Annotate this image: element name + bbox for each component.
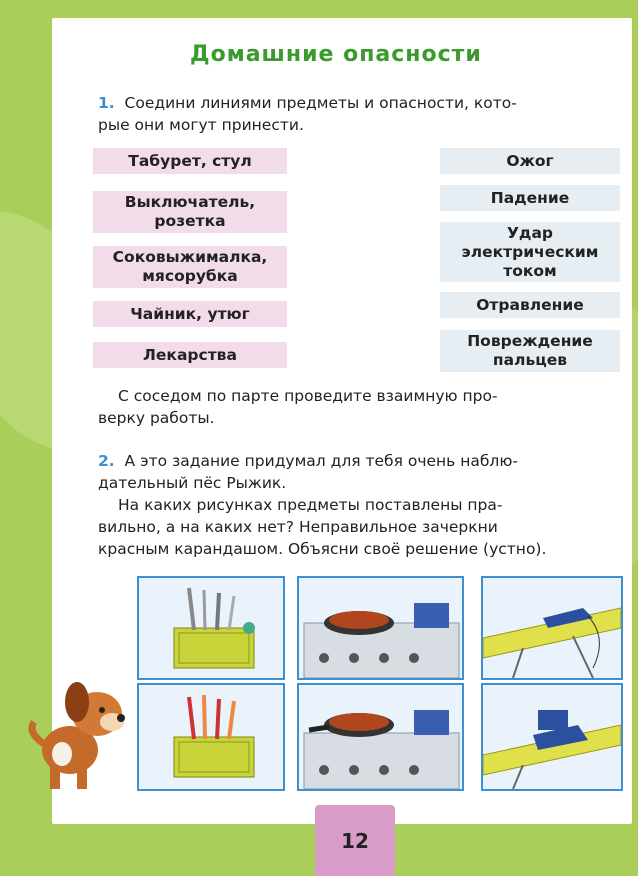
dog-illustration-icon: [22, 672, 137, 797]
task2-line5: красным карандашом. Объясни своё решение (устно).: [98, 540, 547, 558]
item-right-label: пальцев: [492, 351, 568, 369]
item-right-1[interactable]: [440, 148, 620, 174]
item-left-label: мясорубка: [142, 267, 238, 285]
task1-footer-line1: С соседом по парте проведите взаимную про-: [118, 387, 498, 405]
stove-pans-icon: [299, 578, 462, 678]
task2-line2: дательный пёс Рыжик.: [98, 474, 287, 492]
page-number: 12: [341, 828, 369, 853]
item-left-4[interactable]: [93, 301, 287, 327]
task1-footer: [98, 385, 618, 429]
item-right-4[interactable]: [440, 292, 620, 318]
knife-holder-icon: [139, 685, 283, 789]
task1-text: [98, 92, 618, 136]
picture-iron-2[interactable]: [481, 683, 623, 791]
item-left-label: Лекарства: [143, 345, 237, 364]
task2-number: 2.: [98, 452, 115, 470]
item-right-label: электрическим: [461, 242, 599, 261]
item-left-3[interactable]: [93, 246, 287, 288]
item-left-label: Табурет, стул: [128, 151, 252, 170]
item-right-2[interactable]: [440, 185, 620, 211]
task1-number: 1.: [98, 94, 115, 112]
task2-line3: На каких рисунках предметы поставлены пра-: [118, 496, 503, 514]
item-right-label: Ожог: [506, 151, 554, 170]
task2-line1: А это задание придумал для тебя очень наблю-: [124, 452, 518, 470]
knife-holder-icon: [139, 578, 283, 678]
picture-knife-holder-1[interactable]: [137, 576, 285, 680]
item-right-label: Падение: [490, 188, 570, 207]
picture-knife-holder-2[interactable]: [137, 683, 285, 791]
item-right-3[interactable]: [440, 222, 620, 282]
picture-iron-1[interactable]: [481, 576, 623, 680]
item-right-label: током: [503, 261, 557, 280]
item-right-label: Повреждение: [467, 332, 593, 350]
iron-on-board-icon: [483, 578, 621, 678]
task2-text: [98, 450, 623, 560]
iron-on-board-icon: [483, 685, 621, 789]
item-right-label: Удар: [506, 223, 554, 242]
picture-stove-1[interactable]: [297, 576, 464, 680]
page-number-tab: [315, 805, 395, 876]
task1-line2: рые они могут принести.: [98, 116, 304, 134]
item-right-5[interactable]: [440, 330, 620, 372]
item-left-label: Соковыжималка,: [112, 248, 268, 266]
task2-line4: вильно, а на каких нет? Неправильное зачеркни: [98, 518, 498, 536]
task1-line1: Соедини линиями предметы и опасности, кото-: [124, 94, 517, 112]
item-left-label: Чайник, утюг: [130, 304, 250, 323]
item-left-label: Выключатель,: [124, 193, 256, 211]
item-left-2[interactable]: [93, 191, 287, 233]
page-title: Домашние опасности: [190, 42, 482, 67]
item-left-5[interactable]: [93, 342, 287, 368]
item-right-label: Отравление: [476, 295, 584, 314]
task1-footer-line2: верку работы.: [98, 409, 215, 427]
picture-stove-2[interactable]: [297, 683, 464, 791]
item-left-label: розетка: [154, 212, 226, 230]
item-left-1[interactable]: [93, 148, 287, 174]
stove-pans-icon: [299, 685, 462, 789]
